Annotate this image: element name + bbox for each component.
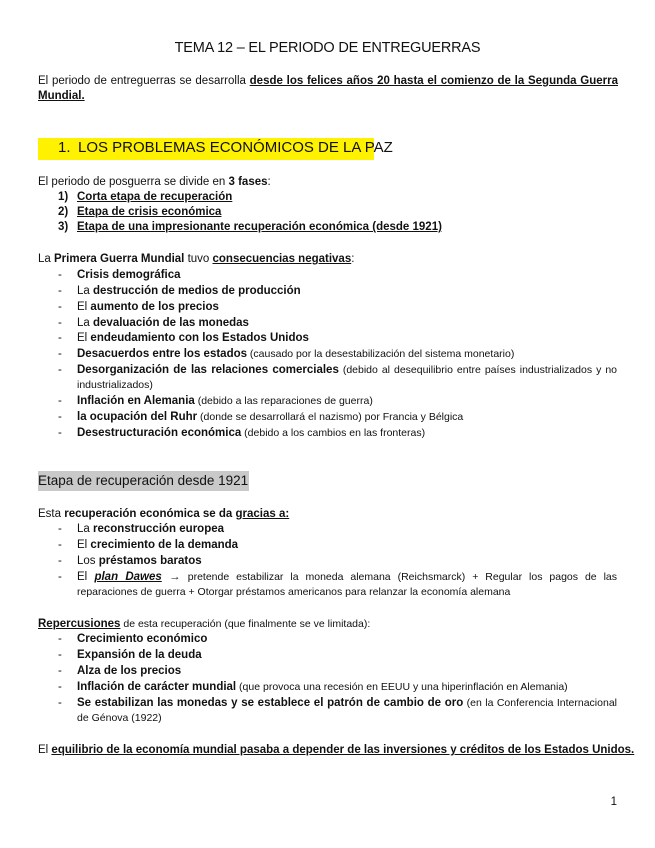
text: Esta: [38, 508, 65, 520]
item-bold: Desacuerdos entre los estados: [77, 348, 248, 360]
list-number: 1): [58, 191, 69, 203]
item-bold: Alza de los precios: [77, 665, 182, 677]
item-prefix: El: [77, 571, 95, 583]
item-note: (causado por la desestabilización del sistema monetario): [247, 348, 515, 360]
fases-intro: [38, 175, 271, 190]
item-note: (donde se desarrollará el nazismo) por Francia y Bélgica: [197, 411, 464, 423]
item-prefix: La: [77, 285, 93, 297]
list-text: Etapa de crisis económica: [77, 206, 222, 218]
list-text: Corta etapa de recuperación: [77, 191, 233, 203]
item-note: (debido al desequilibrio entre países industrializados y no industrializados): [77, 364, 617, 391]
text: La: [38, 253, 54, 265]
item-prefix: El: [77, 301, 91, 313]
item-note: (debido a los cambios en las fronteras): [241, 427, 426, 439]
intro-text: El periodo de entreguerras se desarrolla: [38, 75, 250, 87]
section-heading-2: Etapa de recuperación desde 1921: [38, 471, 249, 491]
list-number: 3): [58, 221, 69, 233]
text: El: [38, 744, 52, 756]
item-bold: plan Dawes: [94, 571, 162, 583]
document-page: TEMA 12 – EL PERIODO DE ENTREGUERRAS El periodo de entreguerras se desarrolla desde los felices años 20 hasta el comienzo de la Segunda Guerra Mundial. 1. LOS PROBLEMAS ECONÓMICOS DE LA PAZ El periodo de posguerra se divide en 3 fases: 1) Corta etapa de recuperación 2) Etapa de crisis económica 3) Etapa de una impresionante recuperación económica (desde 1921) La Primera Guerra Mundial tuvo consecuencias negativas: - Crisis demográfica - La destrucción de medios de producción - El aumento de los precios - La devaluación de las monedas - El endeudamiento con los Estados Unidos - Desacuerdos entre los estados (causado por la desestabilización del sistema monetario) - Desorganización de las relaciones comerciales (debido al desequilibrio entre países industrializados y no industrializados) - Inflación en Alemania (debido a las reparaciones de guerra) - la ocupación del Ruhr (donde se desarrollará el nazismo) por Francia y Bélgica - Desestructuración económica (debido a los cambios en las fronteras) Etapa de recuperación desde 1921 Esta recuperación económica se da gracias a: - La reconstrucción europea - El crecimiento de la demanda - Los préstamos baratos - El plan Dawes → pretende estabilizar la moneda alemana (Reichsmarck) + Regular los pagos de las reparaciones de guerra + Otorgar préstamos americanos para relanzar la economía alemana Repercusiones de esta recuperación (que finalmente se ve limitada): - Crecimiento económico - Expansión de la deuda - Alza de los precios - Inflación de carácter mundial (que provoca una recesión en EEUU y una hiperinflación en Alemania) - Se estabilizan las monedas y se establece el patrón de cambio de oro (en la Conferencia Internacional de Génova (1922) El equilibrio de la economía mundial pasaba a depender de las inversiones y créditos de los Estados Unidos. 1: [0, 0, 655, 848]
item-bold: préstamos baratos: [98, 555, 202, 567]
conclusion-paragraph: [38, 743, 634, 758]
item-note: (que provoca una recesión en EEUU y una hiperinflación en Alemania): [236, 681, 568, 693]
text: :: [351, 253, 355, 265]
fases-colon: :: [267, 176, 271, 188]
item-bold: destrucción de medios de producción: [93, 285, 301, 297]
section-title: LOS PROBLEMAS ECONÓMICOS DE LA PAZ: [78, 139, 393, 156]
list-text: Etapa de una impresionante recuperación económica (desde 1921): [77, 221, 442, 233]
page-title: TEMA 12 – EL PERIODO DE ENTREGUERRAS: [174, 40, 481, 56]
item-prefix: El: [77, 539, 91, 551]
repercusiones-intro: [38, 617, 370, 632]
list-number: 2): [58, 206, 69, 218]
intro-emphasis: desde los felices años 20 hasta el comienzo de la Segunda Guerra Mundial.: [38, 75, 618, 102]
text: tuvo: [184, 253, 213, 265]
section-heading-1: [38, 138, 393, 160]
intro-paragraph: [38, 74, 618, 104]
text-bold-underlined: consecuencias negativas: [212, 253, 352, 265]
fases-count: 3 fases: [228, 176, 268, 188]
item-bold: reconstrucción europea: [93, 523, 225, 535]
item-prefix: La: [77, 317, 93, 329]
item-bold: Inflación en Alemania: [77, 395, 195, 407]
item-bold: Se estabilizan las monedas y se establece el patrón de cambio de oro: [77, 697, 464, 709]
item-bold: aumento de los precios: [90, 301, 219, 313]
consecuencias-intro: [38, 252, 354, 267]
item-bold: Inflación de carácter mundial: [77, 681, 237, 693]
item-bold: crecimiento de la demanda: [90, 539, 239, 551]
fases-intro-text: El periodo de posguerra se divide en: [38, 176, 229, 188]
text-bold-underlined: Repercusiones: [38, 618, 121, 630]
section-number: 1.: [58, 139, 71, 156]
item-bold: Desorganización de las relaciones comerciales: [77, 364, 339, 376]
item-note: (debido a las reparaciones de guerra): [194, 395, 373, 407]
item-note: pretende estabilizar la moneda alemana (Reichsmarck) + Regular los pagos de las reparaciones de guerra + Otorgar préstamos americanos para relanzar la economía alemana: [77, 571, 618, 598]
text: de esta recuperación (que finalmente se ve limitada):: [120, 618, 371, 630]
item-note: (en la Conferencia Internacional de Génova (1922): [77, 697, 617, 724]
text-bold-underlined: gracias a:: [235, 508, 290, 520]
item-bold: Crecimiento económico: [77, 633, 208, 645]
item-bold: la ocupación del Ruhr: [77, 411, 198, 423]
item-bold: Crisis demográfica: [77, 269, 181, 281]
text-bold: recuperación económica se da: [64, 508, 236, 520]
item-prefix: La: [77, 523, 93, 535]
item-bold: Expansión de la deuda: [77, 649, 202, 661]
arrow-icon: →: [161, 571, 188, 583]
gracias-intro: [38, 507, 289, 522]
page-number: 1: [610, 796, 617, 808]
item-bold: Desestructuración económica: [77, 427, 242, 439]
item-bold: endeudamiento con los Estados Unidos: [90, 332, 309, 344]
text-bold: Primera Guerra Mundial: [54, 253, 185, 265]
item-bold: devaluación de las monedas: [93, 317, 249, 329]
item-prefix: El: [77, 332, 91, 344]
text-bold-underlined: equilibrio de la economía mundial pasaba a depender de las inversiones y créditos de los Estados Unidos.: [51, 744, 635, 756]
item-prefix: Los: [77, 555, 99, 567]
